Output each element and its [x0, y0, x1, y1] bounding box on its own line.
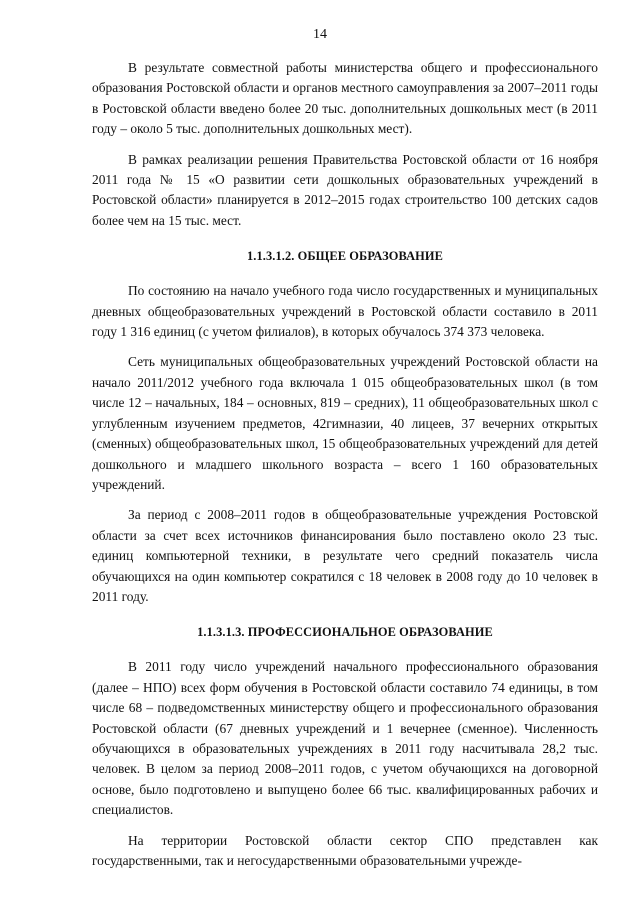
section-heading-general-education: 1.1.3.1.2. ОБЩЕЕ ОБРАЗОВАНИЕ: [246, 249, 444, 264]
paragraph-npo-institutions: В 2011 году число учреждений начального профессионального образования (далее – НПО) всех форм обучения в Ростовской области составило 74 единицы, в том числе 68 – подведомственных министерству общего и профессионального образования Ростовской области (67 дневных учреждений и 1 вечернее (сменное). Численность обучающихся в образовательных учреждениях в 2011 году насчитывала 28,2 тыс. человек. В целом за период 2008–2011 годов, с учетом обучающихся на договорной основе, было подготовлено и выпущено более 66 тыс. квалифицированных рабочих и специалистов.: [92, 659, 598, 818]
page-number: 14: [313, 27, 327, 42]
section-heading-professional-education: 1.1.3.1.3. ПРОФЕССИОНАЛЬНОЕ ОБРАЗОВАНИЕ: [197, 625, 493, 640]
spacer: [92, 231, 598, 247]
spacer: [92, 342, 598, 352]
spacer: [92, 607, 598, 623]
spacer: [92, 495, 598, 505]
spacer: [92, 641, 598, 657]
paragraph-kindergarten-construction: В рамках реализации решения Правительства Ростовской области от 16 ноября 2011 года № 15 «О развитии сети дошкольных образовательных учреждений в Ростовской области» планируется в 2012–2015 годах строительство 100 детских садов более чем на 15 тыс. мест.: [92, 151, 598, 228]
paragraph-preschool-places: В результате совместной работы министерства общего и профессионального образования Ростовской области и органов местного самоуправления за 2007–2011 годы в Ростовской области введено более 20 тыс. дополнительных дошкольных мест (в 2011 году – около 5 тыс. дополнительных дошкольных мест).: [92, 60, 598, 137]
spacer: [92, 265, 598, 281]
spacer: [92, 140, 598, 150]
paragraph-school-count: По состоянию на начало учебного года число государственных и муниципальных дневных общеобразовательных учреждений в Ростовской области составило в 2011 году 1 316 единиц (с учетом филиалов), в которых обучалось 374 373 человека.: [92, 283, 598, 340]
paragraph-spo-sector: На территории Ростовской области сектор СПО представлен как государственными, так и негосударственными образовательными учрежде-: [92, 832, 598, 868]
spacer: [92, 821, 598, 831]
paragraph-computer-equipment: За период с 2008–2011 годов в общеобразовательные учреждения Ростовской области за счет всех источников финансирования было поставлено около 23 тыс. единиц компьютерной техники, в результате чего средний показатель числа обучающихся на один компьютер сократился с 18 человек в 2008 году до 10 человек в 2011 году.: [92, 507, 598, 604]
page-content: [92, 58, 598, 871]
paragraph-school-network: Сеть муниципальных общеобразовательных учреждений Ростовской области на начало 2011/2012 учебного года включала 1 015 общеобразовательных школ (в том числе 12 – начальных, 184 – основных, 819 – средних), 11 общеобразовательных школ с углубленным изучением предметов, 42гимназии, 40 лицеев, 37 вечерних открытых (сменных) общеобразовательных школ, 15 общеобразовательных учреждений для детей дошкольного и младшего школьного возраста – всего 1 160 образовательных учреждений.: [92, 354, 598, 492]
